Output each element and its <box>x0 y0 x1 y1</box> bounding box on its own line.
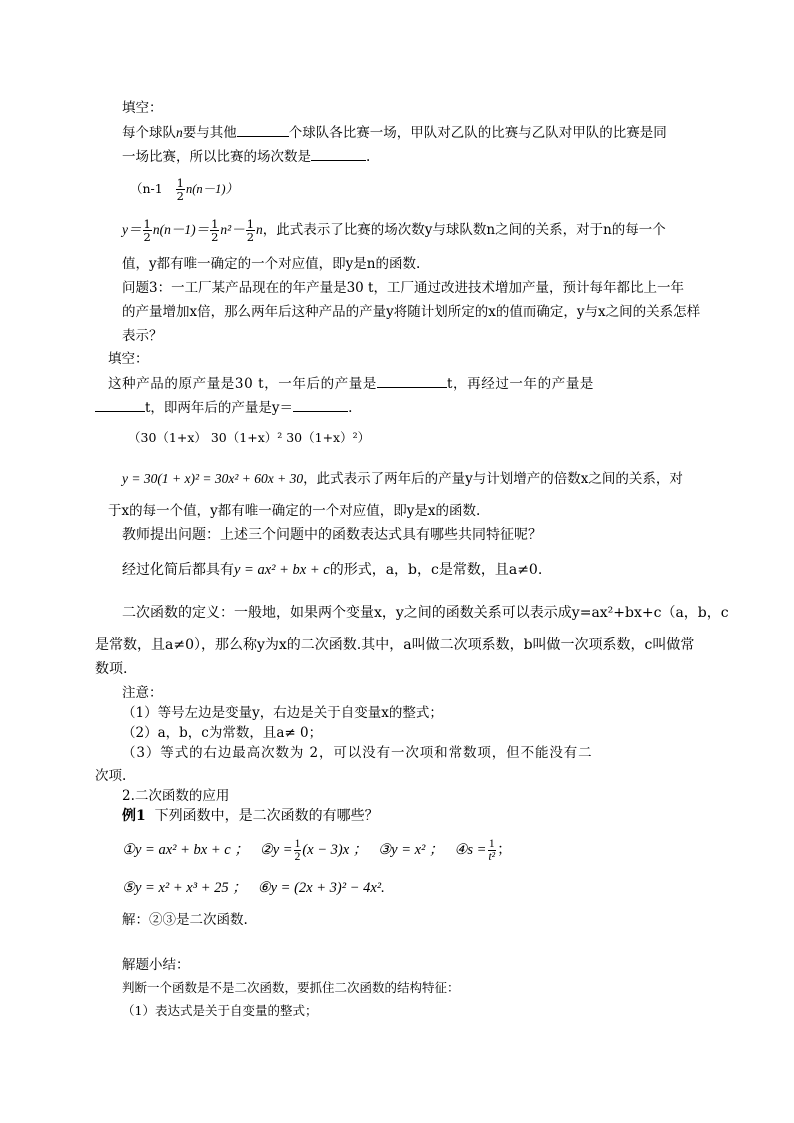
equation-1-explain: 值，y都有唯一确定的一个对应值，即y是n的函数. <box>122 256 421 272</box>
option-5: ⑤y = x² + x³ + 25 ； <box>122 880 247 896</box>
note-heading: 注意： <box>122 685 163 701</box>
fill-heading-2: 填空： <box>108 351 149 367</box>
question-3-fill-line1: 这种产品的原产量是30 t，一年后的产量是 t，再经过一年的产量是 <box>108 376 595 392</box>
fill-heading: 填空： <box>122 100 163 116</box>
equation-1-line: y＝ $\frac{1}{2}$ n(n－1)＝ $\frac{1}{2}$ n²－ $\frac{1}{2}$ n，此式表示了比赛的场次数y与球队数n之间的关系，对于n的每一个 <box>122 217 666 244</box>
summary-heading: 解题小结： <box>122 957 190 973</box>
answer-blank <box>293 399 348 412</box>
definition-line3: 数项. <box>95 661 128 677</box>
option-4: ④s = <box>454 841 487 858</box>
question-3-line1: 问题3：一工厂某产品现在的年产量是30 t，工厂通过改进技术增加产量，预计每年都比上一年 <box>122 280 684 296</box>
answer-blank <box>95 399 145 412</box>
common-form-line: 经过化简后都具有y = ax² + bx + c的形式，a，b，c是常数，且a≠0. <box>122 562 543 578</box>
fraction-half: $\frac{1}{2}$ <box>176 176 184 203</box>
solution-line: 解：②③是二次函数. <box>122 912 248 928</box>
question-3-line2: 的产量增加x倍，那么两年后这种产品的产量y将随计划所定的x的值而确定，y与x之间的关系怎样 <box>122 304 701 320</box>
answer-hint-2: （30（1+x） 30（1+x）² 30（1+x）²） <box>128 430 371 445</box>
option-6: ⑥y = (2x + 3)² − 4x². <box>257 880 385 896</box>
example-1-line: 例1 下列函数中，是二次函数的有哪些？ <box>122 808 379 824</box>
equation-2-line: y = 30(1 + x)² = 30x² + 60x + 30，此式表示了两年后的产量y与计划增产的倍数x之间的关系，对 <box>122 471 683 487</box>
option-1: ①y = ax² + bx + c ； <box>122 841 249 858</box>
example-options-row2 <box>122 880 385 896</box>
team-question-line1: 每个球队n要与其他 个球队各比赛一场，甲队对乙队的比赛与乙队对甲队的比赛是同 <box>122 125 667 141</box>
team-question-line2: 一场比赛，所以比赛的场次数是 . <box>122 149 371 165</box>
answer-hint-1: （n-1 $\frac{1}{2}$ n(n－1)） <box>130 176 239 203</box>
answer-blank <box>237 124 289 137</box>
teacher-question: 教师提出问题：上述三个问题中的函数表达式具有哪些共同特征呢？ <box>122 527 542 543</box>
equation-2-explain: 于x的每一个值，y都有唯一确定的一个对应值，即y是x的函数. <box>108 503 481 519</box>
definition-line1: 二次函数的定义：一般地，如果两个变量x，y之间的函数关系可以表示成y=ax²+bx+c（a，b，c <box>122 605 729 621</box>
option-2: ②y = <box>259 841 293 858</box>
option-3: ③y = x² ； <box>378 841 444 858</box>
note-item-1: （1）等号左边是变量y，右边是关于自变量x的整式； <box>122 705 443 721</box>
definition-line2: 是常数，且a≠0），那么称y为x的二次函数.其中，a叫做二次项系数，b叫做一次项系数，c叫做常 <box>95 637 695 653</box>
summary-line1: 判断一个函数是不是二次函数，要抓住二次函数的结构特征： <box>122 980 460 995</box>
note-item-2: （2）a，b，c为常数，且a≠ 0； <box>122 725 323 741</box>
question-3-line3: 表示？ <box>122 328 163 344</box>
question-3-fill-line2: t，即两年后的产量是y＝ . <box>95 399 352 416</box>
answer-blank <box>377 375 447 388</box>
summary-item-1: （1）表达式是关于自变量的整式； <box>122 1003 318 1018</box>
note-item-3-line2: 次项. <box>95 768 127 784</box>
example-options-row1: ①y = ax² + bx + c ； ②y = $\frac{1}{2}$ (x − 3)x ； ③y = x² ； ④s = $\frac{1}{\text{t²}}$ ； <box>122 838 512 863</box>
note-item-3-line1: （3）等式的右边最高次数为 2，可以没有一次项和常数项，但不能没有二 <box>122 745 593 761</box>
answer-blank <box>311 148 366 161</box>
section-2-title: 2.二次函数的应用 <box>122 788 230 804</box>
